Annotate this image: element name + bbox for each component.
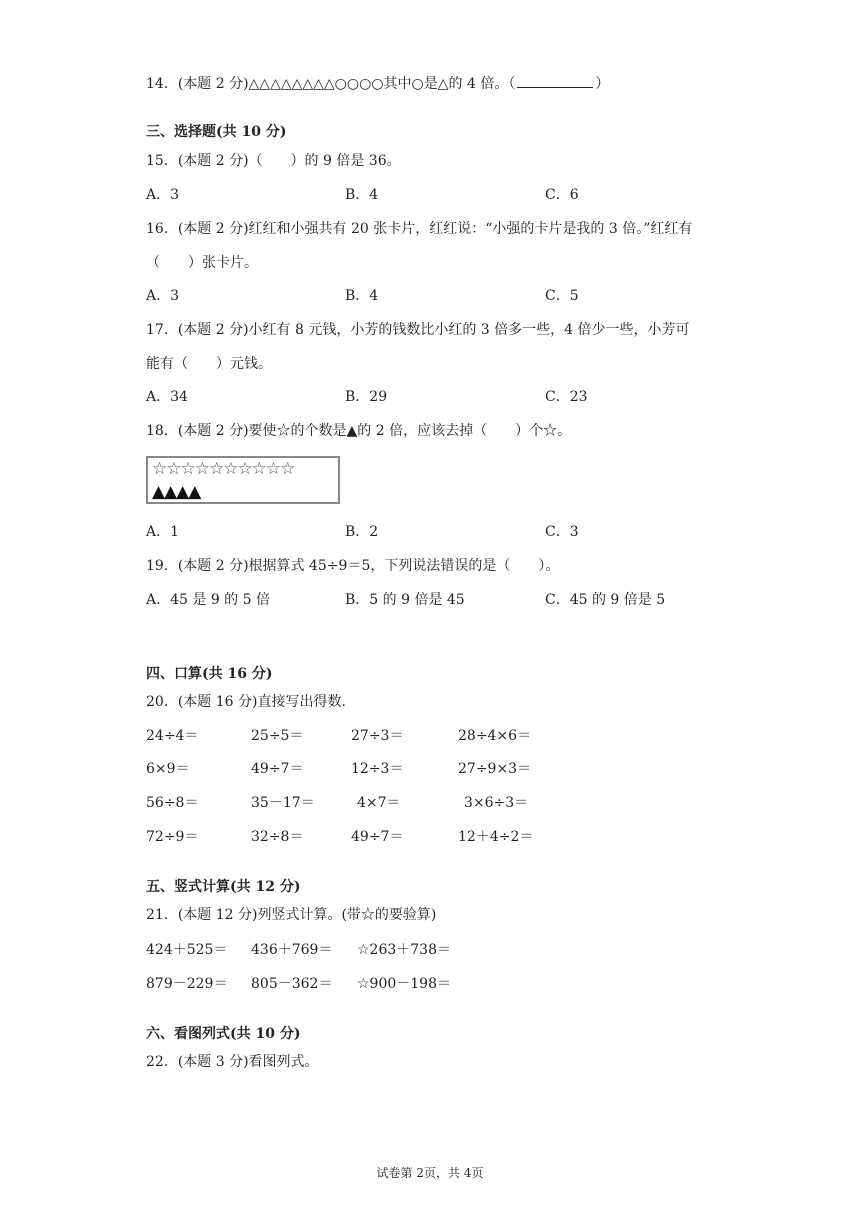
- question-18: 18．(本题 2 分)要使☆的个数是▲的 2 倍，应该去掉（ ）个☆。: [146, 423, 572, 439]
- option-a: A．34: [146, 389, 188, 405]
- mental-math-item: 35－17＝: [251, 795, 315, 811]
- option-a: A．3: [146, 187, 180, 203]
- stars-row: ☆☆☆☆☆☆☆☆☆☆: [152, 459, 295, 479]
- answer-blank[interactable]: [517, 73, 593, 88]
- section-heading-choice: 三、选择题(共 10 分): [146, 124, 287, 140]
- option-b: B．2: [345, 524, 379, 540]
- mental-math-item: 3×6÷3＝: [464, 795, 529, 811]
- option-c: C．5: [545, 288, 579, 304]
- mental-math-item: 72÷9＝: [146, 829, 199, 845]
- question-16-line1: 16．(本题 2 分)红红和小强共有 20 张卡片，红红说：“小强的卡片是我的 3 倍。”红红有: [146, 221, 693, 237]
- question-17-line2: 能有（ ）元钱。: [146, 356, 272, 372]
- page-footer: 试卷第 2页，共 4页: [376, 1166, 484, 1180]
- stars-triangles-figure: [146, 456, 340, 504]
- vertical-calc-item: ☆900－198＝: [357, 976, 451, 992]
- mental-math-item: 12÷3＝: [351, 761, 404, 777]
- question-15: 15．(本题 2 分)（ ）的 9 倍是 36。: [146, 153, 401, 169]
- option-b: B．29: [345, 389, 388, 405]
- mental-math-item: 6×9＝: [146, 761, 190, 777]
- question-17-line1: 17．(本题 2 分)小红有 8 元钱，小芳的钱数比小红的 3 倍多一些，4 倍少一些，小芳可: [146, 322, 690, 338]
- question-14-end: ）: [595, 76, 610, 92]
- vertical-calc-item: 879－229＝: [146, 976, 228, 992]
- option-b: B．5 的 9 倍是 45: [345, 592, 465, 608]
- mental-math-item: 27÷9×3＝: [458, 761, 532, 777]
- question-16-line2: （ ）张卡片。: [146, 255, 258, 271]
- option-c: C．23: [545, 389, 588, 405]
- vertical-calc-item: 805－362＝: [251, 976, 333, 992]
- question-22: 22．(本题 3 分)看图列式。: [146, 1054, 319, 1070]
- question-21: 21．(本题 12 分)列竖式计算。(带☆的要验算): [146, 907, 437, 923]
- section-heading-vertical-calc: 五、竖式计算(共 12 分): [146, 879, 301, 895]
- mental-math-item: 49÷7＝: [351, 829, 404, 845]
- vertical-calc-item: 436＋769＝: [251, 942, 333, 958]
- mental-math-item: 32÷8＝: [251, 829, 304, 845]
- mental-math-item: 49÷7＝: [251, 761, 304, 777]
- option-b: B．4: [345, 187, 379, 203]
- question-20: 20．(本题 16 分)直接写出得数.: [146, 694, 346, 710]
- vertical-calc-item: ☆263＋738＝: [357, 942, 451, 958]
- mental-math-item: 56÷8＝: [146, 795, 199, 811]
- vertical-calc-item: 424＋525＝: [146, 942, 228, 958]
- mental-math-item: 24÷4＝: [146, 728, 199, 744]
- option-b: B．4: [345, 288, 379, 304]
- question-14-text: 14．(本题 2 分)△△△△△△△△○○○○其中○是△的 4 倍。（: [146, 76, 516, 92]
- option-a: A．3: [146, 288, 180, 304]
- question-14: [146, 73, 609, 94]
- option-c: C．45 的 9 倍是 5: [545, 592, 666, 608]
- option-c: C．3: [545, 524, 579, 540]
- question-19: 19．(本题 2 分)根据算式 45÷9＝5，下列说法错误的是（ ）。: [146, 558, 560, 574]
- section-heading-picture-equation: 六、看图列式(共 10 分): [146, 1026, 301, 1042]
- section-heading-mental-math: 四、口算(共 16 分): [146, 666, 273, 682]
- mental-math-item: 12＋4÷2＝: [458, 829, 534, 845]
- option-a: A．1: [146, 524, 180, 540]
- option-c: C．6: [545, 187, 579, 203]
- mental-math-item: 25÷5＝: [251, 728, 304, 744]
- triangles-row: ▲▲▲▲: [152, 482, 201, 502]
- option-a: A．45 是 9 的 5 倍: [146, 592, 270, 608]
- mental-math-item: 4×7＝: [357, 795, 401, 811]
- mental-math-item: 27÷3＝: [351, 728, 404, 744]
- mental-math-item: 28÷4×6＝: [458, 728, 532, 744]
